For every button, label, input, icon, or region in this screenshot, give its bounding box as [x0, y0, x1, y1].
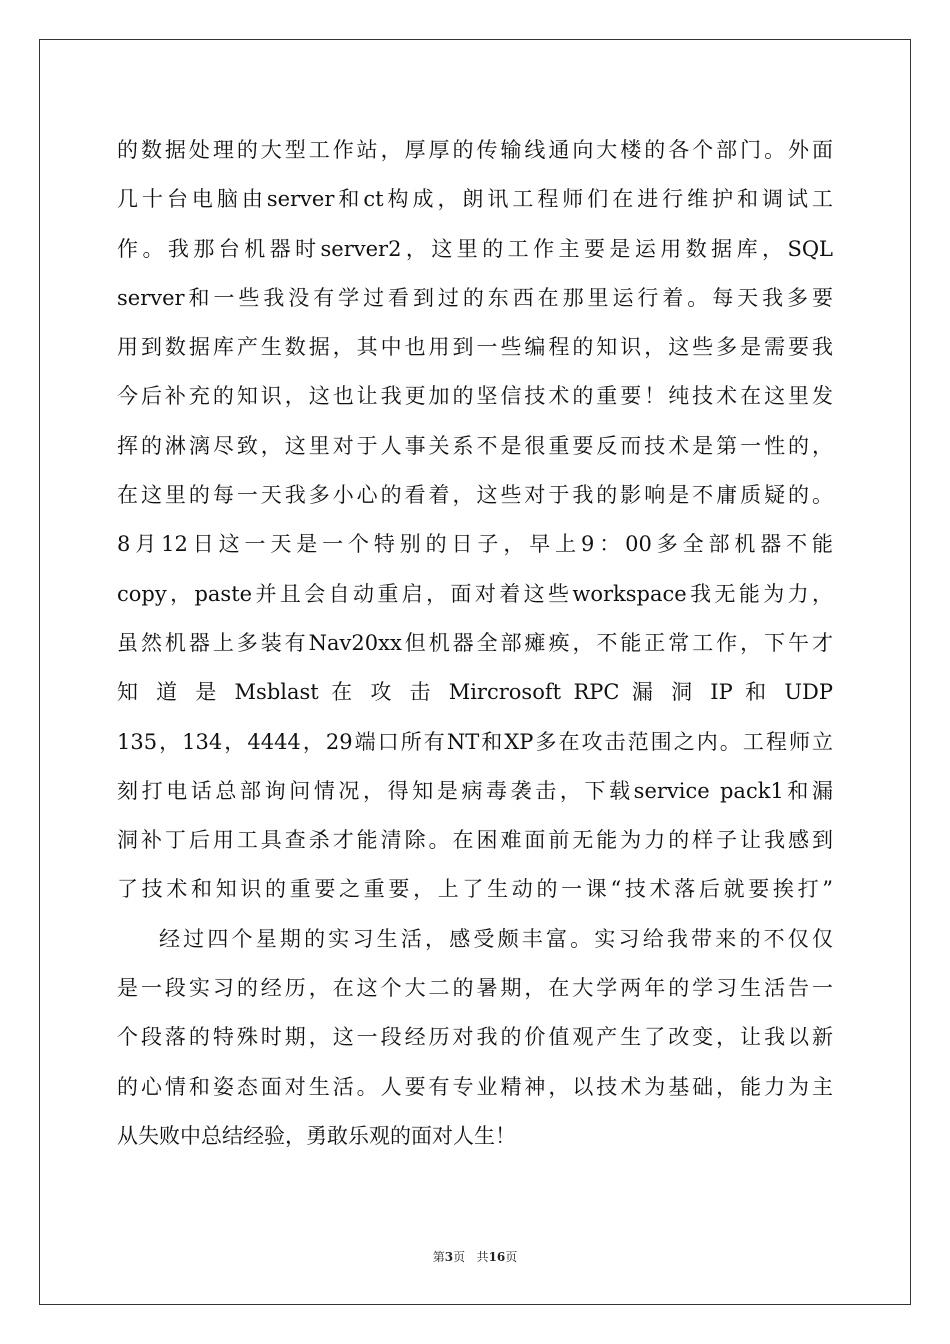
- text-line: 的心情和姿态面对生活。人要有专业精神，以技术为基础，能力为主: [117, 1074, 833, 1099]
- paragraph-first-line: 经过四个星期的实习生活，感受颇丰富。实习给我带来的不仅仅: [159, 926, 833, 951]
- text-line: 刻打电话总部询问情况，得知是病毒袭击，下载service pack1和漏: [117, 778, 833, 803]
- text-line: 的数据处理的大型工作站，厚厚的传输线通向大楼的各个部门。外面: [117, 138, 833, 162]
- text-line: 8月12日这一天是一个特别的日子，早上9：00多全部机器不能: [117, 532, 833, 557]
- text-line: 挥的淋漓尽致，这里对于人事关系不是很重要反而技术是第一性的，: [117, 433, 833, 458]
- text-line: 虽然机器上多装有Nav20xx但机器全部瘫痪，不能正常工作，下午才: [117, 630, 833, 655]
- text-line: 知 道 是 Msblast 在 攻 击 Mircrosoft RPC 漏 洞 IP 和 UDP: [117, 680, 833, 705]
- text-line: copy，paste并且会自动重启，面对着这些workspace我无能为力，: [117, 581, 833, 606]
- page-footer: [0, 1248, 950, 1265]
- text-line: server和一些我没有学过看到过的东西在那里运行着。每天我多要: [117, 285, 833, 310]
- text-line: 用到数据库产生数据，其中也用到一些编程的知识，这些多是需要我: [117, 335, 833, 360]
- total-suffix: 页: [505, 1250, 518, 1264]
- page-prefix: 第: [432, 1250, 445, 1264]
- page-suffix: 页: [453, 1250, 466, 1264]
- total-pages: 16: [488, 1250, 506, 1264]
- text-line: 几十台电脑由server和ct构成，朗讯工程师们在进行维护和调试工: [117, 187, 833, 212]
- text-line: 了技术和知识的重要之重要，上了生动的一课“技术落后就要挨打”: [117, 877, 833, 902]
- text-line: 在这里的每一天我多小心的看着，这些对于我的影响是不庸质疑的。: [117, 483, 833, 508]
- text-line: 是一段实习的经历，在这个大二的暑期，在大学两年的学习生活告一: [117, 976, 833, 1001]
- document-body: [117, 126, 833, 1161]
- text-line: 作。我那台机器时server2，这里的工作主要是运用数据库，SQL: [117, 236, 833, 261]
- text-line: 135，134，4444，29端口所有NT和XP多在攻击范围之内。工程师立: [117, 729, 833, 754]
- text-line: 今后补充的知识，这也让我更加的坚信技术的重要！纯技术在这里发: [117, 384, 833, 409]
- total-prefix: 共: [476, 1250, 489, 1264]
- text-line: 个段落的特殊时期，这一段经历对我的价值观产生了改变，让我以新: [117, 1025, 833, 1050]
- page-number: 3: [444, 1250, 454, 1264]
- paragraph-last-line: 从失败中总结经验，勇敢乐观的面对人生！: [117, 1123, 516, 1148]
- text-line: 洞补丁后用工具查杀才能清除。在困难面前无能为力的样子让我感到: [117, 828, 833, 853]
